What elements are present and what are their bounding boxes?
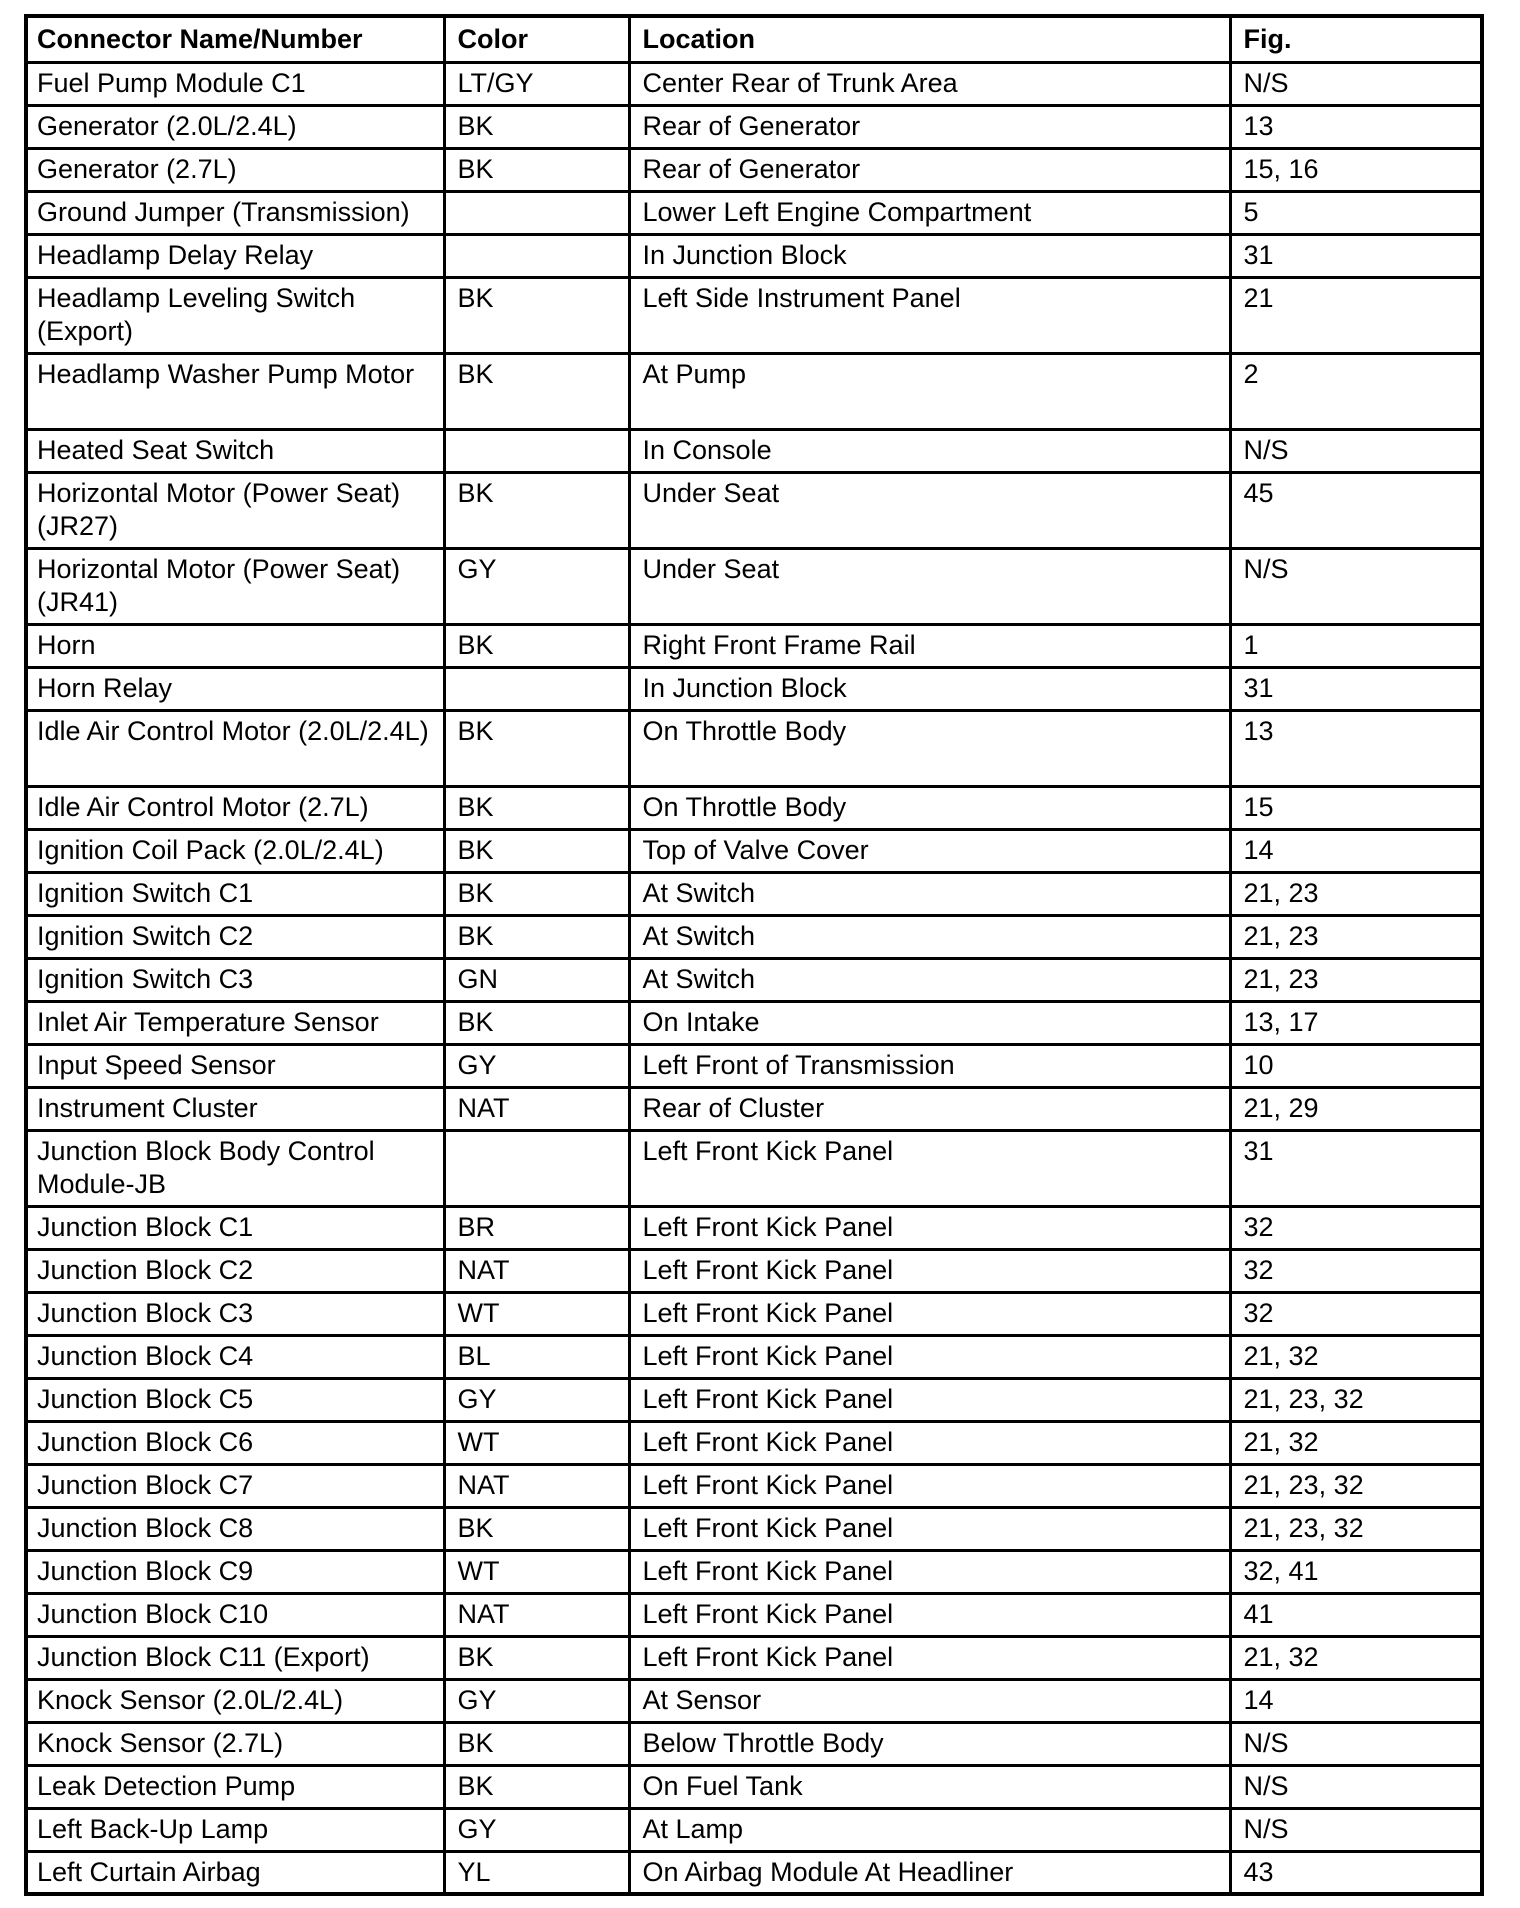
table-row xyxy=(26,1044,1482,1087)
cell-fig: 21, 23 xyxy=(1230,915,1482,958)
cell-location: Left Front of Transmission xyxy=(629,1044,1230,1087)
cell-location: At Switch xyxy=(629,915,1230,958)
cell-fig: N/S xyxy=(1230,1808,1482,1851)
cell-fig: 5 xyxy=(1230,191,1482,234)
table-row xyxy=(26,915,1482,958)
cell-connector-name: Leak Detection Pump xyxy=(26,1765,444,1808)
cell-location: Rear of Generator xyxy=(629,105,1230,148)
cell-color xyxy=(444,234,629,277)
cell-fig: 32 xyxy=(1230,1249,1482,1292)
cell-color: NAT xyxy=(444,1593,629,1636)
cell-color: BK xyxy=(444,148,629,191)
header-connector-name: Connector Name/Number xyxy=(26,16,444,62)
cell-color: BK xyxy=(444,829,629,872)
cell-fig: N/S xyxy=(1230,429,1482,472)
cell-fig: 32, 41 xyxy=(1230,1550,1482,1593)
table-row xyxy=(26,62,1482,105)
cell-color: WT xyxy=(444,1421,629,1464)
cell-location: At Pump xyxy=(629,353,1230,429)
cell-fig: 15 xyxy=(1230,786,1482,829)
cell-fig: 2 xyxy=(1230,353,1482,429)
header-location: Location xyxy=(629,16,1230,62)
table-row xyxy=(26,105,1482,148)
cell-fig: 43 xyxy=(1230,1851,1482,1894)
cell-connector-name: Horn xyxy=(26,624,444,667)
table-row xyxy=(26,624,1482,667)
cell-color: BK xyxy=(444,872,629,915)
cell-connector-name: Junction Block C11 (Export) xyxy=(26,1636,444,1679)
cell-location: Left Front Kick Panel xyxy=(629,1421,1230,1464)
cell-location: Left Front Kick Panel xyxy=(629,1507,1230,1550)
cell-fig: 21, 23, 32 xyxy=(1230,1464,1482,1507)
cell-fig: 31 xyxy=(1230,234,1482,277)
cell-location: Below Throttle Body xyxy=(629,1722,1230,1765)
table-row xyxy=(26,148,1482,191)
connector-table-container xyxy=(24,14,1480,1896)
cell-location: At Lamp xyxy=(629,1808,1230,1851)
cell-location: In Junction Block xyxy=(629,667,1230,710)
cell-color: GY xyxy=(444,1378,629,1421)
table-row xyxy=(26,1593,1482,1636)
cell-location: Left Front Kick Panel xyxy=(629,1206,1230,1249)
cell-connector-name: Ignition Coil Pack (2.0L/2.4L) xyxy=(26,829,444,872)
cell-color xyxy=(444,429,629,472)
cell-color: BK xyxy=(444,624,629,667)
cell-color xyxy=(444,191,629,234)
table-body xyxy=(26,62,1482,1894)
cell-color: GY xyxy=(444,1808,629,1851)
cell-fig: 31 xyxy=(1230,667,1482,710)
cell-color xyxy=(444,1130,629,1206)
cell-location: Left Front Kick Panel xyxy=(629,1249,1230,1292)
cell-fig: 13, 17 xyxy=(1230,1001,1482,1044)
cell-connector-name: Inlet Air Temperature Sensor xyxy=(26,1001,444,1044)
cell-connector-name: Idle Air Control Motor (2.0L/2.4L) xyxy=(26,710,444,786)
cell-connector-name: Ignition Switch C3 xyxy=(26,958,444,1001)
table-row xyxy=(26,958,1482,1001)
cell-connector-name: Junction Block C2 xyxy=(26,1249,444,1292)
cell-location: At Switch xyxy=(629,958,1230,1001)
cell-connector-name: Headlamp Delay Relay xyxy=(26,234,444,277)
cell-color: BR xyxy=(444,1206,629,1249)
cell-fig: 13 xyxy=(1230,105,1482,148)
table-row xyxy=(26,1550,1482,1593)
cell-color: BL xyxy=(444,1335,629,1378)
cell-fig: 10 xyxy=(1230,1044,1482,1087)
cell-location: Left Front Kick Panel xyxy=(629,1292,1230,1335)
table-row xyxy=(26,1464,1482,1507)
cell-location: Left Side Instrument Panel xyxy=(629,277,1230,353)
cell-fig: 21, 23, 32 xyxy=(1230,1378,1482,1421)
cell-location: On Intake xyxy=(629,1001,1230,1044)
cell-color: BK xyxy=(444,353,629,429)
cell-location: Left Front Kick Panel xyxy=(629,1464,1230,1507)
cell-connector-name: Generator (2.0L/2.4L) xyxy=(26,105,444,148)
cell-location: Right Front Frame Rail xyxy=(629,624,1230,667)
table-header-row xyxy=(26,16,1482,62)
cell-connector-name: Junction Block C8 xyxy=(26,1507,444,1550)
cell-color: GN xyxy=(444,958,629,1001)
cell-color: BK xyxy=(444,277,629,353)
table-row xyxy=(26,1130,1482,1206)
cell-location: At Sensor xyxy=(629,1679,1230,1722)
cell-color: WT xyxy=(444,1550,629,1593)
cell-location: Left Front Kick Panel xyxy=(629,1335,1230,1378)
table-row xyxy=(26,1378,1482,1421)
table-row xyxy=(26,1292,1482,1335)
cell-location: On Throttle Body xyxy=(629,710,1230,786)
cell-color xyxy=(444,667,629,710)
cell-color: GY xyxy=(444,1679,629,1722)
table-row xyxy=(26,353,1482,429)
cell-connector-name: Fuel Pump Module C1 xyxy=(26,62,444,105)
table-row xyxy=(26,872,1482,915)
connector-location-table xyxy=(24,14,1484,1896)
cell-location: In Junction Block xyxy=(629,234,1230,277)
cell-connector-name: Junction Block C6 xyxy=(26,1421,444,1464)
cell-connector-name: Horizontal Motor (Power Seat) (JR27) xyxy=(26,472,444,548)
table-row xyxy=(26,1808,1482,1851)
cell-connector-name: Junction Block C9 xyxy=(26,1550,444,1593)
cell-connector-name: Horn Relay xyxy=(26,667,444,710)
cell-fig: 15, 16 xyxy=(1230,148,1482,191)
cell-location: Left Front Kick Panel xyxy=(629,1130,1230,1206)
cell-location: Rear of Cluster xyxy=(629,1087,1230,1130)
cell-fig: 21 xyxy=(1230,277,1482,353)
table-row xyxy=(26,1249,1482,1292)
cell-color: LT/GY xyxy=(444,62,629,105)
cell-fig: 21, 29 xyxy=(1230,1087,1482,1130)
cell-fig: 45 xyxy=(1230,472,1482,548)
table-row xyxy=(26,667,1482,710)
header-color: Color xyxy=(444,16,629,62)
cell-location: Left Front Kick Panel xyxy=(629,1378,1230,1421)
cell-fig: 41 xyxy=(1230,1593,1482,1636)
cell-fig: N/S xyxy=(1230,1722,1482,1765)
cell-color: BK xyxy=(444,915,629,958)
cell-location: On Throttle Body xyxy=(629,786,1230,829)
cell-connector-name: Ignition Switch C1 xyxy=(26,872,444,915)
cell-location: At Switch xyxy=(629,872,1230,915)
table-row xyxy=(26,1206,1482,1249)
table-row xyxy=(26,786,1482,829)
table-row xyxy=(26,1421,1482,1464)
cell-fig: 21, 32 xyxy=(1230,1636,1482,1679)
cell-connector-name: Input Speed Sensor xyxy=(26,1044,444,1087)
cell-fig: 21, 23 xyxy=(1230,872,1482,915)
cell-connector-name: Junction Block C7 xyxy=(26,1464,444,1507)
cell-fig: 21, 23, 32 xyxy=(1230,1507,1482,1550)
table-row xyxy=(26,234,1482,277)
cell-color: YL xyxy=(444,1851,629,1894)
cell-fig: 1 xyxy=(1230,624,1482,667)
table-row xyxy=(26,191,1482,234)
table-row xyxy=(26,1001,1482,1044)
cell-color: BK xyxy=(444,1507,629,1550)
cell-connector-name: Knock Sensor (2.0L/2.4L) xyxy=(26,1679,444,1722)
cell-fig: 14 xyxy=(1230,1679,1482,1722)
cell-connector-name: Junction Block C1 xyxy=(26,1206,444,1249)
cell-location: Left Front Kick Panel xyxy=(629,1550,1230,1593)
cell-color: NAT xyxy=(444,1087,629,1130)
table-row xyxy=(26,829,1482,872)
table-row xyxy=(26,1679,1482,1722)
cell-color: BK xyxy=(444,105,629,148)
cell-fig: 32 xyxy=(1230,1206,1482,1249)
table-row xyxy=(26,472,1482,548)
cell-color: BK xyxy=(444,472,629,548)
cell-connector-name: Ground Jumper (Transmission) xyxy=(26,191,444,234)
cell-connector-name: Left Curtain Airbag xyxy=(26,1851,444,1894)
cell-color: BK xyxy=(444,710,629,786)
table-row xyxy=(26,1765,1482,1808)
cell-connector-name: Headlamp Washer Pump Motor xyxy=(26,353,444,429)
cell-location: On Airbag Module At Headliner xyxy=(629,1851,1230,1894)
cell-color: BK xyxy=(444,1765,629,1808)
cell-fig: 21, 32 xyxy=(1230,1335,1482,1378)
table-row xyxy=(26,1636,1482,1679)
cell-connector-name: Junction Block C10 xyxy=(26,1593,444,1636)
table-row xyxy=(26,1851,1482,1894)
cell-connector-name: Heated Seat Switch xyxy=(26,429,444,472)
cell-fig: 13 xyxy=(1230,710,1482,786)
table-row xyxy=(26,1507,1482,1550)
cell-location: Rear of Generator xyxy=(629,148,1230,191)
table-row xyxy=(26,710,1482,786)
table-row xyxy=(26,1087,1482,1130)
cell-connector-name: Ignition Switch C2 xyxy=(26,915,444,958)
cell-fig: 21, 32 xyxy=(1230,1421,1482,1464)
cell-connector-name: Junction Block C3 xyxy=(26,1292,444,1335)
cell-location: Top of Valve Cover xyxy=(629,829,1230,872)
cell-color: BK xyxy=(444,786,629,829)
cell-connector-name: Horizontal Motor (Power Seat) (JR41) xyxy=(26,548,444,624)
cell-location: Left Front Kick Panel xyxy=(629,1636,1230,1679)
cell-location: In Console xyxy=(629,429,1230,472)
cell-fig: 14 xyxy=(1230,829,1482,872)
cell-location: Left Front Kick Panel xyxy=(629,1593,1230,1636)
cell-location: On Fuel Tank xyxy=(629,1765,1230,1808)
cell-connector-name: Left Back-Up Lamp xyxy=(26,1808,444,1851)
cell-fig: N/S xyxy=(1230,548,1482,624)
cell-fig: N/S xyxy=(1230,62,1482,105)
table-row xyxy=(26,548,1482,624)
cell-connector-name: Junction Block C4 xyxy=(26,1335,444,1378)
cell-connector-name: Generator (2.7L) xyxy=(26,148,444,191)
cell-connector-name: Knock Sensor (2.7L) xyxy=(26,1722,444,1765)
cell-fig: 21, 23 xyxy=(1230,958,1482,1001)
cell-fig: N/S xyxy=(1230,1765,1482,1808)
cell-connector-name: Headlamp Leveling Switch (Export) xyxy=(26,277,444,353)
table-row xyxy=(26,277,1482,353)
cell-connector-name: Idle Air Control Motor (2.7L) xyxy=(26,786,444,829)
cell-color: NAT xyxy=(444,1249,629,1292)
cell-fig: 32 xyxy=(1230,1292,1482,1335)
cell-color: BK xyxy=(444,1636,629,1679)
cell-color: GY xyxy=(444,1044,629,1087)
cell-connector-name: Instrument Cluster xyxy=(26,1087,444,1130)
cell-color: NAT xyxy=(444,1464,629,1507)
cell-location: Under Seat xyxy=(629,472,1230,548)
cell-location: Under Seat xyxy=(629,548,1230,624)
cell-connector-name: Junction Block Body Control Module-JB xyxy=(26,1130,444,1206)
cell-location: Center Rear of Trunk Area xyxy=(629,62,1230,105)
cell-color: BK xyxy=(444,1001,629,1044)
table-row xyxy=(26,1335,1482,1378)
cell-connector-name: Junction Block C5 xyxy=(26,1378,444,1421)
cell-fig: 31 xyxy=(1230,1130,1482,1206)
cell-location: Lower Left Engine Compartment xyxy=(629,191,1230,234)
header-fig: Fig. xyxy=(1230,16,1482,62)
cell-color: GY xyxy=(444,548,629,624)
cell-color: WT xyxy=(444,1292,629,1335)
cell-color: BK xyxy=(444,1722,629,1765)
table-row xyxy=(26,429,1482,472)
table-row xyxy=(26,1722,1482,1765)
